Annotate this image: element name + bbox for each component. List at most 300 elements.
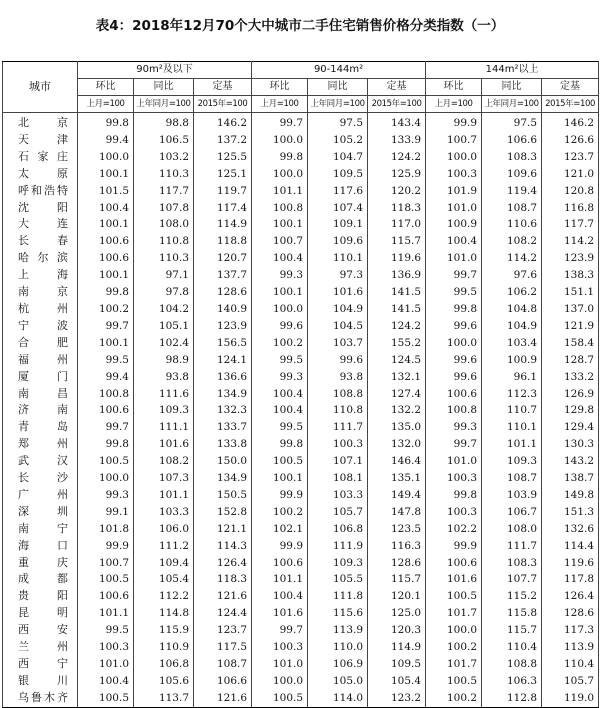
index-value: 124.5 [368,352,426,369]
index-value: 126.9 [542,386,599,403]
index-value: 100.6 [78,233,134,250]
index-value: 100.7 [78,555,134,572]
index-value: 108.0 [134,216,194,233]
index-value: 101.6 [252,605,308,622]
metric-header: 环比 [78,79,134,96]
index-value: 117.8 [542,571,599,588]
index-value: 117.7 [134,183,194,200]
index-value: 97.3 [308,267,368,284]
index-value: 123.9 [194,318,252,335]
index-value: 134.9 [194,470,252,487]
index-value: 100.4 [78,200,134,217]
index-value: 109.3 [482,453,542,470]
table-row [3,267,599,284]
table-row [3,233,599,250]
index-value: 99.8 [252,436,308,453]
table-row [3,673,599,690]
city-name: 兰州 [3,639,78,656]
city-name: 呼和浩特 [3,183,78,200]
index-value: 128.7 [542,352,599,369]
city-name: 合肥 [3,335,78,352]
index-value: 112.2 [134,588,194,605]
index-value: 100.4 [426,233,482,250]
index-value: 104.7 [308,149,368,166]
index-value: 99.3 [426,419,482,436]
index-value: 105.2 [308,132,368,149]
index-value: 100.5 [78,690,134,707]
index-value: 99.6 [426,352,482,369]
city-name: 深圳 [3,504,78,521]
index-value: 141.5 [368,301,426,318]
index-value: 96.1 [482,369,542,386]
index-value: 110.1 [482,419,542,436]
index-value: 99.7 [252,622,308,639]
index-value: 132.3 [194,402,252,419]
index-value: 137.2 [194,132,252,149]
index-value: 106.3 [482,673,542,690]
city-name: 海口 [3,538,78,555]
index-value: 115.9 [134,622,194,639]
index-value: 93.8 [134,369,194,386]
index-value: 99.1 [78,504,134,521]
city-name: 南宁 [3,521,78,538]
index-value: 158.4 [542,335,599,352]
index-value: 115.7 [368,233,426,250]
base-header: 上月=100 [426,96,482,113]
index-value: 104.5 [308,318,368,335]
index-value: 120.2 [368,183,426,200]
index-value: 100.2 [252,335,308,352]
index-value: 109.5 [368,656,426,673]
metric-header: 定基 [194,79,252,96]
index-value: 101.1 [78,605,134,622]
index-value: 100.0 [252,166,308,183]
index-value: 100.2 [252,504,308,521]
index-value: 128.6 [542,605,599,622]
index-value: 133.7 [194,419,252,436]
index-value: 106.0 [134,521,194,538]
metric-header: 同比 [308,79,368,96]
table-row [3,284,599,301]
index-value: 108.3 [482,149,542,166]
index-value: 128.6 [368,555,426,572]
metric-header: 定基 [368,79,426,96]
base-header: 上月=100 [252,96,308,113]
index-value: 110.8 [308,402,368,419]
index-value: 103.3 [134,504,194,521]
index-value: 112.8 [482,690,542,707]
index-value: 108.2 [482,233,542,250]
index-value: 100.5 [252,690,308,707]
index-value: 104.9 [308,301,368,318]
table-row [3,113,599,132]
index-value: 121.1 [194,521,252,538]
metric-header: 同比 [482,79,542,96]
table-row [3,132,599,149]
index-value: 133.2 [542,369,599,386]
index-value: 111.6 [134,386,194,403]
index-value: 156.5 [194,335,252,352]
index-value: 114.2 [542,233,599,250]
index-value: 109.6 [308,233,368,250]
index-value: 101.1 [482,436,542,453]
index-value: 100.6 [426,386,482,403]
index-value: 111.2 [134,538,194,555]
group-header: 90-144m² [252,62,426,79]
index-value: 103.9 [482,487,542,504]
index-value: 115.8 [482,605,542,622]
table-row [3,555,599,572]
index-value: 105.4 [368,673,426,690]
index-value: 99.5 [252,419,308,436]
table-row [3,183,599,200]
index-value: 155.2 [368,335,426,352]
city-name: 西安 [3,622,78,639]
index-value: 123.9 [542,250,599,267]
index-value: 121.6 [194,690,252,707]
index-value: 100.4 [252,386,308,403]
index-value: 99.3 [252,369,308,386]
index-value: 111.7 [482,538,542,555]
index-value: 120.1 [368,588,426,605]
table-row [3,504,599,521]
index-value: 99.5 [78,352,134,369]
table-row [3,605,599,622]
index-value: 108.7 [482,200,542,217]
index-value: 109.5 [308,166,368,183]
index-value: 100.8 [426,402,482,419]
index-value: 125.0 [368,605,426,622]
index-value: 100.1 [78,166,134,183]
index-value: 101.6 [308,284,368,301]
index-value: 97.6 [482,267,542,284]
index-value: 100.4 [78,673,134,690]
index-value: 124.4 [194,605,252,622]
city-name: 贵阳 [3,588,78,605]
index-value: 101.7 [426,656,482,673]
index-value: 99.8 [78,113,134,132]
city-name: 福州 [3,352,78,369]
index-value: 152.8 [194,504,252,521]
index-value: 113.7 [134,690,194,707]
index-value: 140.9 [194,301,252,318]
index-value: 126.6 [542,132,599,149]
index-value: 108.8 [482,656,542,673]
index-value: 99.6 [426,369,482,386]
city-name: 天津 [3,132,78,149]
index-value: 100.3 [252,639,308,656]
index-value: 100.9 [482,352,542,369]
index-value: 114.9 [368,639,426,656]
index-value: 102.2 [426,521,482,538]
index-value: 118.8 [194,233,252,250]
index-value: 106.6 [482,132,542,149]
index-value: 108.2 [134,453,194,470]
index-value: 100.0 [252,301,308,318]
base-header: 上年同月=100 [482,96,542,113]
table-title: 表4：2018年12月70个大中城市二手住宅销售价格分类指数（一） [95,18,505,34]
index-value: 100.8 [78,386,134,403]
table-row [3,453,599,470]
index-value: 114.4 [542,538,599,555]
index-value: 100.1 [78,267,134,284]
index-value: 105.7 [308,504,368,521]
index-value: 102.1 [252,521,308,538]
index-value: 132.0 [368,436,426,453]
index-value: 107.4 [308,200,368,217]
index-value: 100.5 [78,453,134,470]
index-value: 105.0 [308,673,368,690]
index-value: 99.8 [78,436,134,453]
table-row [3,436,599,453]
index-value: 110.7 [482,402,542,419]
city-name: 上海 [3,267,78,284]
table-row [3,639,599,656]
index-value: 99.6 [252,318,308,335]
index-value: 113.9 [542,639,599,656]
index-value: 100.2 [78,301,134,318]
table-row [3,419,599,436]
index-value: 101.5 [78,183,134,200]
city-name: 广州 [3,487,78,504]
table-row [3,521,599,538]
index-value: 146.4 [368,453,426,470]
index-value: 130.3 [542,436,599,453]
table-row [3,200,599,217]
index-value: 100.0 [426,622,482,639]
index-value: 137.7 [194,267,252,284]
index-value: 117.0 [368,216,426,233]
index-value: 110.4 [482,639,542,656]
index-value: 118.3 [194,571,252,588]
index-value: 117.7 [542,216,599,233]
city-name: 郑州 [3,436,78,453]
index-value: 109.4 [134,555,194,572]
index-value: 124.1 [194,352,252,369]
index-value: 99.5 [426,284,482,301]
index-value: 114.2 [482,250,542,267]
index-value: 99.3 [252,267,308,284]
index-value: 120.7 [194,250,252,267]
city-name: 杭州 [3,301,78,318]
index-value: 114.8 [134,605,194,622]
index-value: 132.1 [368,369,426,386]
index-value: 123.2 [368,690,426,707]
index-value: 143.2 [542,453,599,470]
index-value: 101.8 [78,521,134,538]
table-row [3,656,599,673]
index-value: 100.3 [426,504,482,521]
index-value: 101.9 [426,183,482,200]
index-value: 109.3 [308,555,368,572]
index-value: 121.0 [542,166,599,183]
index-value: 100.4 [252,588,308,605]
city-name: 武汉 [3,453,78,470]
city-name: 成都 [3,571,78,588]
table-row [3,622,599,639]
index-value: 147.8 [368,504,426,521]
index-value: 99.8 [426,487,482,504]
index-value: 126.4 [194,555,252,572]
index-value: 100.1 [252,216,308,233]
group-header: 144m²以上 [426,62,599,79]
index-value: 126.4 [542,588,599,605]
index-value: 150.5 [194,487,252,504]
index-value: 100.4 [252,402,308,419]
index-value: 117.4 [194,200,252,217]
index-value: 100.6 [426,555,482,572]
index-value: 115.7 [482,622,542,639]
index-value: 105.7 [542,673,599,690]
index-value: 99.7 [78,318,134,335]
table-row [3,216,599,233]
index-value: 99.9 [252,538,308,555]
index-value: 123.7 [194,622,252,639]
index-value: 110.8 [134,233,194,250]
city-name: 银川 [3,673,78,690]
index-value: 125.5 [194,149,252,166]
index-value: 129.8 [542,402,599,419]
index-value: 119.6 [368,250,426,267]
table-row [3,386,599,403]
city-name: 南京 [3,284,78,301]
index-value: 107.8 [134,200,194,217]
index-value: 135.0 [368,419,426,436]
metric-header: 环比 [426,79,482,96]
index-value: 124.2 [368,149,426,166]
index-value: 105.4 [134,571,194,588]
index-value: 111.1 [134,419,194,436]
index-value: 125.1 [194,166,252,183]
index-value: 102.4 [134,335,194,352]
index-value: 116.3 [368,538,426,555]
index-value: 100.3 [78,639,134,656]
index-value: 101.6 [134,436,194,453]
index-value: 101.0 [426,453,482,470]
metric-header: 同比 [134,79,194,96]
index-value: 97.1 [134,267,194,284]
index-value: 146.2 [194,113,252,132]
index-value: 100.5 [78,571,134,588]
index-value: 110.1 [308,250,368,267]
index-value: 100.5 [252,453,308,470]
index-value: 129.4 [542,419,599,436]
index-value: 103.7 [308,335,368,352]
index-value: 119.4 [482,183,542,200]
index-value: 124.2 [368,318,426,335]
index-value: 100.7 [252,233,308,250]
base-header: 2015年=100 [542,96,599,113]
index-value: 100.6 [252,555,308,572]
index-value: 138.7 [542,470,599,487]
city-name: 沈阳 [3,200,78,217]
index-value: 106.8 [134,656,194,673]
index-value: 99.9 [426,538,482,555]
table-row [3,538,599,555]
index-value: 108.0 [482,521,542,538]
index-value: 149.4 [368,487,426,504]
index-value: 100.8 [252,200,308,217]
city-name: 北京 [3,113,78,132]
index-value: 127.4 [368,386,426,403]
city-name: 长春 [3,233,78,250]
index-value: 110.9 [134,639,194,656]
index-value: 101.1 [252,571,308,588]
index-value: 114.0 [308,690,368,707]
index-value: 120.3 [368,622,426,639]
index-value: 111.8 [308,588,368,605]
index-value: 100.1 [252,284,308,301]
index-value: 100.0 [252,673,308,690]
index-value: 149.8 [542,487,599,504]
table-row [3,369,599,386]
index-value: 119.0 [542,690,599,707]
index-value: 112.3 [482,386,542,403]
index-value: 100.3 [308,436,368,453]
index-value: 121.6 [194,588,252,605]
index-value: 93.8 [308,369,368,386]
index-value: 109.1 [308,216,368,233]
city-name: 济南 [3,402,78,419]
index-value: 100.0 [426,335,482,352]
table-row [3,318,599,335]
index-value: 123.7 [542,149,599,166]
index-value: 107.1 [308,453,368,470]
index-value: 103.2 [134,149,194,166]
table-row [3,571,599,588]
index-value: 100.0 [78,470,134,487]
index-value: 99.5 [252,352,308,369]
index-value: 99.9 [252,487,308,504]
index-value: 98.8 [134,113,194,132]
index-value: 100.5 [426,673,482,690]
index-value: 99.5 [78,622,134,639]
index-value: 97.5 [308,113,368,132]
index-value: 97.5 [482,113,542,132]
index-value: 104.2 [134,301,194,318]
index-value: 100.0 [78,149,134,166]
metric-header: 定基 [542,79,599,96]
index-value: 99.6 [426,318,482,335]
table-row [3,335,599,352]
index-value: 116.8 [542,200,599,217]
index-value: 100.6 [78,588,134,605]
index-value: 98.9 [134,352,194,369]
index-value: 99.9 [78,538,134,555]
index-value: 136.9 [368,267,426,284]
city-name: 青岛 [3,419,78,436]
base-header: 上年同月=100 [308,96,368,113]
city-name: 大连 [3,216,78,233]
index-value: 99.3 [78,487,134,504]
index-value: 132.6 [542,521,599,538]
table-row [3,470,599,487]
index-value: 128.6 [194,284,252,301]
city-name: 长沙 [3,470,78,487]
index-value: 100.2 [426,690,482,707]
index-value: 101.0 [78,656,134,673]
index-value: 101.1 [252,183,308,200]
index-value: 99.8 [78,284,134,301]
index-value: 125.9 [368,166,426,183]
index-value: 117.5 [194,639,252,656]
index-value: 100.2 [426,639,482,656]
index-value: 107.7 [482,571,542,588]
index-value: 105.5 [308,571,368,588]
index-value: 99.8 [252,149,308,166]
index-value: 101.7 [426,605,482,622]
index-value: 123.5 [368,521,426,538]
